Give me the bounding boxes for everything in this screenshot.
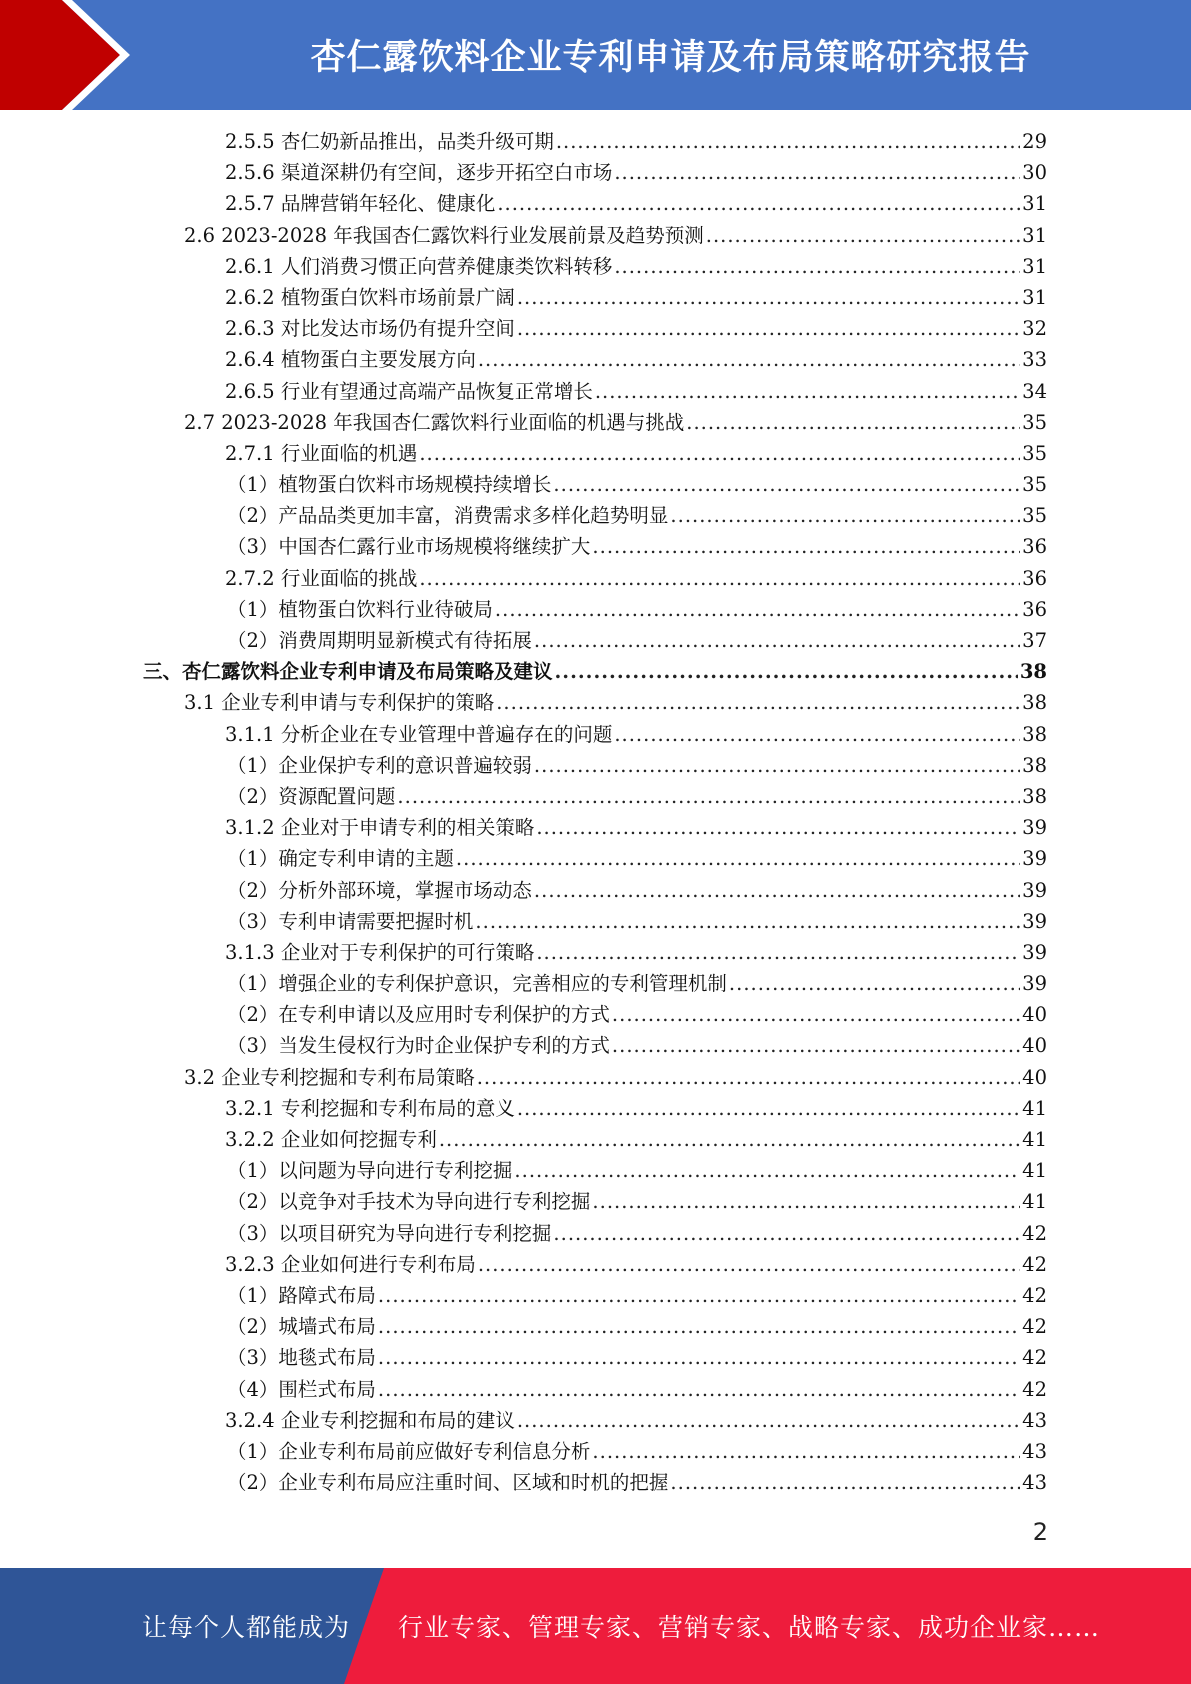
- toc-entry-page: 29: [1022, 130, 1047, 153]
- toc-entry-title: （1）确定专利申请的主题: [227, 847, 454, 871]
- toc-entry-page: 31: [1022, 285, 1047, 309]
- toc-entry-page: 36: [1022, 597, 1047, 621]
- toc-entry-title: （2）企业专利布局应注重时间、区域和时机的把握: [227, 1471, 669, 1495]
- toc-entry[interactable]: [0, 1155, 1047, 1186]
- page-footer: [0, 1568, 1191, 1684]
- toc-entry-title: （4）围栏式布局: [227, 1377, 376, 1401]
- toc-entry-page: 38: [1022, 722, 1047, 746]
- page-number: 2: [1032, 1518, 1048, 1546]
- toc-entry[interactable]: [0, 376, 1047, 407]
- toc-dot-leader: [614, 251, 1020, 282]
- toc-entry-title: （1）植物蛋白饮料市场规模持续增长: [227, 473, 552, 497]
- toc-dot-leader: [378, 1280, 1020, 1311]
- toc-entry-page: 42: [1022, 1221, 1047, 1245]
- toc-dot-leader: [534, 875, 1020, 906]
- toc-dot-leader: [729, 968, 1020, 999]
- toc-entry-title: 2.6 2023-2028 年我国杏仁露饮料行业发展前景及趋势预测: [184, 223, 704, 247]
- toc-entry-page: 37: [1022, 629, 1047, 652]
- toc-entry-title: （1）企业专利布局前应做好专利信息分析: [227, 1439, 591, 1463]
- toc-entry[interactable]: [0, 1405, 1047, 1436]
- toc-entry[interactable]: [0, 594, 1047, 625]
- toc-dot-leader: [477, 1062, 1020, 1093]
- header-arrow-decoration: [0, 0, 150, 110]
- toc-dot-leader: [614, 157, 1020, 188]
- toc-entry-title: 2.5.5 杏仁奶新品推出，品类升级可期: [225, 130, 554, 153]
- toc-entry[interactable]: [0, 531, 1047, 562]
- toc-entry[interactable]: [0, 438, 1047, 469]
- toc-entry-page: 35: [1022, 504, 1047, 528]
- toc-entry-title: （2）分析外部环境，掌握市场动态: [227, 878, 532, 902]
- toc-entry-page: 38: [1022, 691, 1047, 715]
- toc-entry[interactable]: [0, 1218, 1047, 1249]
- toc-dot-leader: [670, 1467, 1020, 1498]
- toc-entry-page: 39: [1022, 847, 1047, 871]
- toc-entry-title: （2）消费周期明显新模式有待拓展: [227, 629, 532, 652]
- toc-entry-page: 39: [1022, 972, 1047, 996]
- toc-entry[interactable]: [0, 625, 1047, 656]
- toc-entry-page: 41: [1022, 1159, 1047, 1183]
- toc-entry-title: 2.6.1 人们消费习惯正向营养健康类饮料转移: [225, 254, 613, 278]
- toc-entry[interactable]: [0, 719, 1047, 750]
- toc-entry-title: （2）产品品类更加丰富，消费需求多样化趋势明显: [227, 504, 669, 528]
- toc-entry-title: （2）以竞争对手技术为导向进行专利挖掘: [227, 1190, 591, 1214]
- toc-dot-leader: [612, 999, 1020, 1030]
- toc-entry-page: 39: [1022, 878, 1047, 902]
- toc-entry-title: 3.2.3 企业如何进行专利布局: [225, 1252, 476, 1276]
- toc-dot-leader: [592, 1186, 1020, 1217]
- toc-dot-leader: [534, 750, 1020, 781]
- toc-entry-page: 42: [1022, 1252, 1047, 1276]
- report-title: 杏仁露饮料企业专利申请及布局策略研究报告: [310, 38, 1031, 78]
- toc-dot-leader: [592, 1436, 1020, 1467]
- toc-entry-page: 35: [1022, 441, 1047, 465]
- toc-entry[interactable]: [0, 469, 1047, 500]
- toc-entry-page: 43: [1022, 1408, 1047, 1432]
- toc-dot-leader: [536, 812, 1020, 843]
- toc-dot-leader: [612, 1030, 1020, 1061]
- table-of-contents: [0, 126, 1191, 1498]
- toc-entry-page: 30: [1022, 161, 1047, 185]
- toc-dot-leader: [592, 531, 1020, 562]
- toc-entry-page: 36: [1022, 535, 1047, 559]
- toc-entry-page: 41: [1022, 1190, 1047, 1214]
- toc-entry[interactable]: [0, 937, 1047, 968]
- toc-entry-title: （1）企业保护专利的意识普遍较弱: [227, 753, 532, 777]
- toc-entry-page: 32: [1022, 317, 1047, 341]
- toc-entry-title: 3.1.1 分析企业在专业管理中普遍存在的问题: [225, 722, 613, 746]
- toc-entry-title: 2.7 2023-2028 年我国杏仁露饮料行业面临的机遇与挑战: [184, 410, 685, 434]
- toc-entry[interactable]: [0, 563, 1047, 594]
- toc-entry-title: （2）资源配置问题: [227, 784, 396, 808]
- toc-dot-leader: [497, 188, 1020, 219]
- toc-dot-leader: [614, 719, 1020, 750]
- toc-entry[interactable]: [0, 1093, 1047, 1124]
- toc-entry[interactable]: [0, 1436, 1047, 1467]
- toc-dot-leader: [553, 1218, 1020, 1249]
- toc-entry-title: 2.7.2 行业面临的挑战: [225, 566, 418, 590]
- toc-entry-page: 31: [1022, 223, 1047, 247]
- toc-entry-title: 3.1 企业专利申请与专利保护的策略: [184, 691, 495, 715]
- toc-entry-title: 2.5.6 渠道深耕仍有空间，逐步开拓空白市场: [225, 161, 613, 185]
- toc-entry[interactable]: [0, 1467, 1047, 1498]
- toc-entry[interactable]: [0, 126, 1047, 157]
- toc-entry-page: 40: [1022, 1065, 1047, 1089]
- toc-dot-leader: [378, 1311, 1020, 1342]
- toc-entry[interactable]: [0, 282, 1047, 313]
- toc-entry-title: （2）城墙式布局: [227, 1315, 376, 1339]
- toc-entry[interactable]: [0, 999, 1047, 1030]
- toc-dot-leader: [495, 594, 1020, 625]
- toc-dot-leader: [478, 1249, 1020, 1280]
- toc-dot-leader: [556, 126, 1020, 157]
- toc-entry-title: （3）地毯式布局: [227, 1346, 376, 1370]
- toc-entry-title: 2.6.4 植物蛋白主要发展方向: [225, 348, 476, 372]
- toc-entry-title: 2.6.2 植物蛋白饮料市场前景广阔: [225, 285, 515, 309]
- toc-dot-leader: [378, 1342, 1020, 1373]
- toc-entry-title: 3.1.2 企业对于申请专利的相关策略: [225, 816, 535, 840]
- toc-entry-title: 2.7.1 行业面临的机遇: [225, 441, 418, 465]
- toc-entry[interactable]: [0, 344, 1047, 375]
- toc-dot-leader: [419, 563, 1020, 594]
- toc-dot-leader: [514, 1155, 1020, 1186]
- toc-dot-leader: [517, 282, 1020, 313]
- toc-entry[interactable]: [0, 313, 1047, 344]
- toc-dot-leader: [517, 1405, 1020, 1436]
- toc-dot-leader: [397, 781, 1020, 812]
- toc-entry-page: 34: [1022, 379, 1047, 403]
- toc-entry-page: 42: [1022, 1315, 1047, 1339]
- toc-entry-page: 35: [1022, 410, 1047, 434]
- toc-entry-page: 43: [1022, 1471, 1047, 1495]
- toc-entry[interactable]: [0, 251, 1047, 282]
- toc-entry-title: （3）以项目研究为导向进行专利挖掘: [227, 1221, 552, 1245]
- toc-entry-page: 39: [1022, 940, 1047, 964]
- toc-dot-leader: [670, 500, 1020, 531]
- toc-dot-leader: [517, 313, 1020, 344]
- toc-entry[interactable]: [0, 1280, 1047, 1311]
- toc-dot-leader: [475, 906, 1020, 937]
- toc-entry[interactable]: [0, 750, 1047, 781]
- footer-slogan-left: 让每个人都能成为: [142, 1613, 351, 1642]
- toc-entry-page: 38: [1022, 784, 1047, 808]
- toc-entry[interactable]: [0, 500, 1047, 531]
- toc-entry-page: 42: [1022, 1283, 1047, 1307]
- toc-entry[interactable]: [0, 656, 1047, 687]
- toc-entry-title: （1）植物蛋白饮料行业待破局: [227, 597, 493, 621]
- toc-entry-title: （1）路障式布局: [227, 1283, 376, 1307]
- toc-entry[interactable]: [0, 1342, 1047, 1373]
- toc-dot-leader: [378, 1374, 1020, 1405]
- footer-slogan-right: 行业专家、管理专家、营销专家、战略专家、成功企业家……: [398, 1613, 1101, 1642]
- toc-entry[interactable]: [0, 875, 1047, 906]
- toc-entry-page: 33: [1022, 348, 1047, 372]
- toc-entry-page: 40: [1022, 1034, 1047, 1058]
- toc-entry[interactable]: [0, 1186, 1047, 1217]
- toc-entry-page: 39: [1022, 909, 1047, 933]
- toc-entry-title: 三、杏仁露饮料企业专利申请及布局策略及建议: [143, 660, 553, 684]
- toc-entry[interactable]: [0, 968, 1047, 999]
- toc-entry-page: 36: [1022, 566, 1047, 590]
- toc-entry-title: （3）专利申请需要把握时机: [227, 909, 474, 933]
- toc-entry-page: 43: [1022, 1439, 1047, 1463]
- toc-dot-leader: [496, 687, 1020, 718]
- toc-entry[interactable]: [0, 1062, 1047, 1093]
- toc-entry-title: 2.6.3 对比发达市场仍有提升空间: [225, 317, 515, 341]
- toc-entry[interactable]: [0, 188, 1047, 219]
- toc-entry-title: 3.2.1 专利挖掘和专利布局的意义: [225, 1096, 515, 1120]
- toc-entry-page: 41: [1022, 1096, 1047, 1120]
- toc-entry-page: 42: [1022, 1377, 1047, 1401]
- toc-entry[interactable]: [0, 906, 1047, 937]
- toc-entry-title: （3）中国杏仁露行业市场规模将继续扩大: [227, 535, 591, 559]
- toc-dot-leader: [555, 656, 1018, 687]
- toc-entry[interactable]: [0, 1030, 1047, 1061]
- toc-entry[interactable]: [0, 781, 1047, 812]
- toc-dot-leader: [595, 376, 1020, 407]
- toc-dot-leader: [419, 438, 1020, 469]
- toc-entry-page: 39: [1022, 816, 1047, 840]
- toc-entry[interactable]: [0, 1311, 1047, 1342]
- toc-dot-leader: [536, 937, 1020, 968]
- toc-entry[interactable]: [0, 687, 1047, 718]
- toc-entry[interactable]: [0, 157, 1047, 188]
- toc-dot-leader: [686, 407, 1020, 438]
- toc-entry-page: 35: [1022, 473, 1047, 497]
- toc-entry-title: 3.2 企业专利挖掘和专利布局策略: [184, 1065, 475, 1089]
- toc-entry-page: 38: [1019, 660, 1047, 684]
- toc-dot-leader: [478, 344, 1020, 375]
- toc-entry-title: （1）以问题为导向进行专利挖掘: [227, 1159, 513, 1183]
- toc-entry[interactable]: [0, 407, 1047, 438]
- toc-entry-page: 31: [1022, 192, 1047, 216]
- toc-entry-page: 42: [1022, 1346, 1047, 1370]
- toc-entry-title: （1）增强企业的专利保护意识，完善相应的专利管理机制: [227, 972, 727, 996]
- toc-entry-title: 3.2.4 企业专利挖掘和布局的建议: [225, 1408, 515, 1432]
- toc-entry[interactable]: [0, 220, 1047, 251]
- toc-entry-title: 3.1.3 企业对于专利保护的可行策略: [225, 940, 535, 964]
- toc-entry-title: （3）当发生侵权行为时企业保护专利的方式: [227, 1034, 610, 1058]
- toc-dot-leader: [706, 220, 1020, 251]
- toc-dot-leader: [534, 625, 1020, 656]
- toc-entry[interactable]: [0, 1249, 1047, 1280]
- toc-entry[interactable]: [0, 1124, 1047, 1155]
- toc-entry-page: 41: [1022, 1128, 1047, 1151]
- toc-dot-leader: [456, 843, 1020, 874]
- toc-dot-leader: [517, 1093, 1020, 1124]
- toc-entry-title: 3.2.2 企业如何挖掘专利: [225, 1128, 437, 1151]
- toc-dot-leader: [553, 469, 1020, 500]
- page-header: [0, 0, 1191, 110]
- toc-entry-title: 2.6.5 行业有望通过高端产品恢复正常增长: [225, 379, 593, 403]
- toc-entry-page: 40: [1022, 1003, 1047, 1027]
- toc-entry[interactable]: [0, 812, 1047, 843]
- toc-entry-title: （2）在专利申请以及应用时专利保护的方式: [227, 1003, 610, 1027]
- toc-entry[interactable]: [0, 843, 1047, 874]
- toc-entry-title: 2.5.7 品牌营销年轻化、健康化: [225, 192, 496, 216]
- toc-entry-page: 31: [1022, 254, 1047, 278]
- toc-entry-page: 38: [1022, 753, 1047, 777]
- toc-dot-leader: [439, 1124, 1020, 1155]
- toc-entry[interactable]: [0, 1374, 1047, 1405]
